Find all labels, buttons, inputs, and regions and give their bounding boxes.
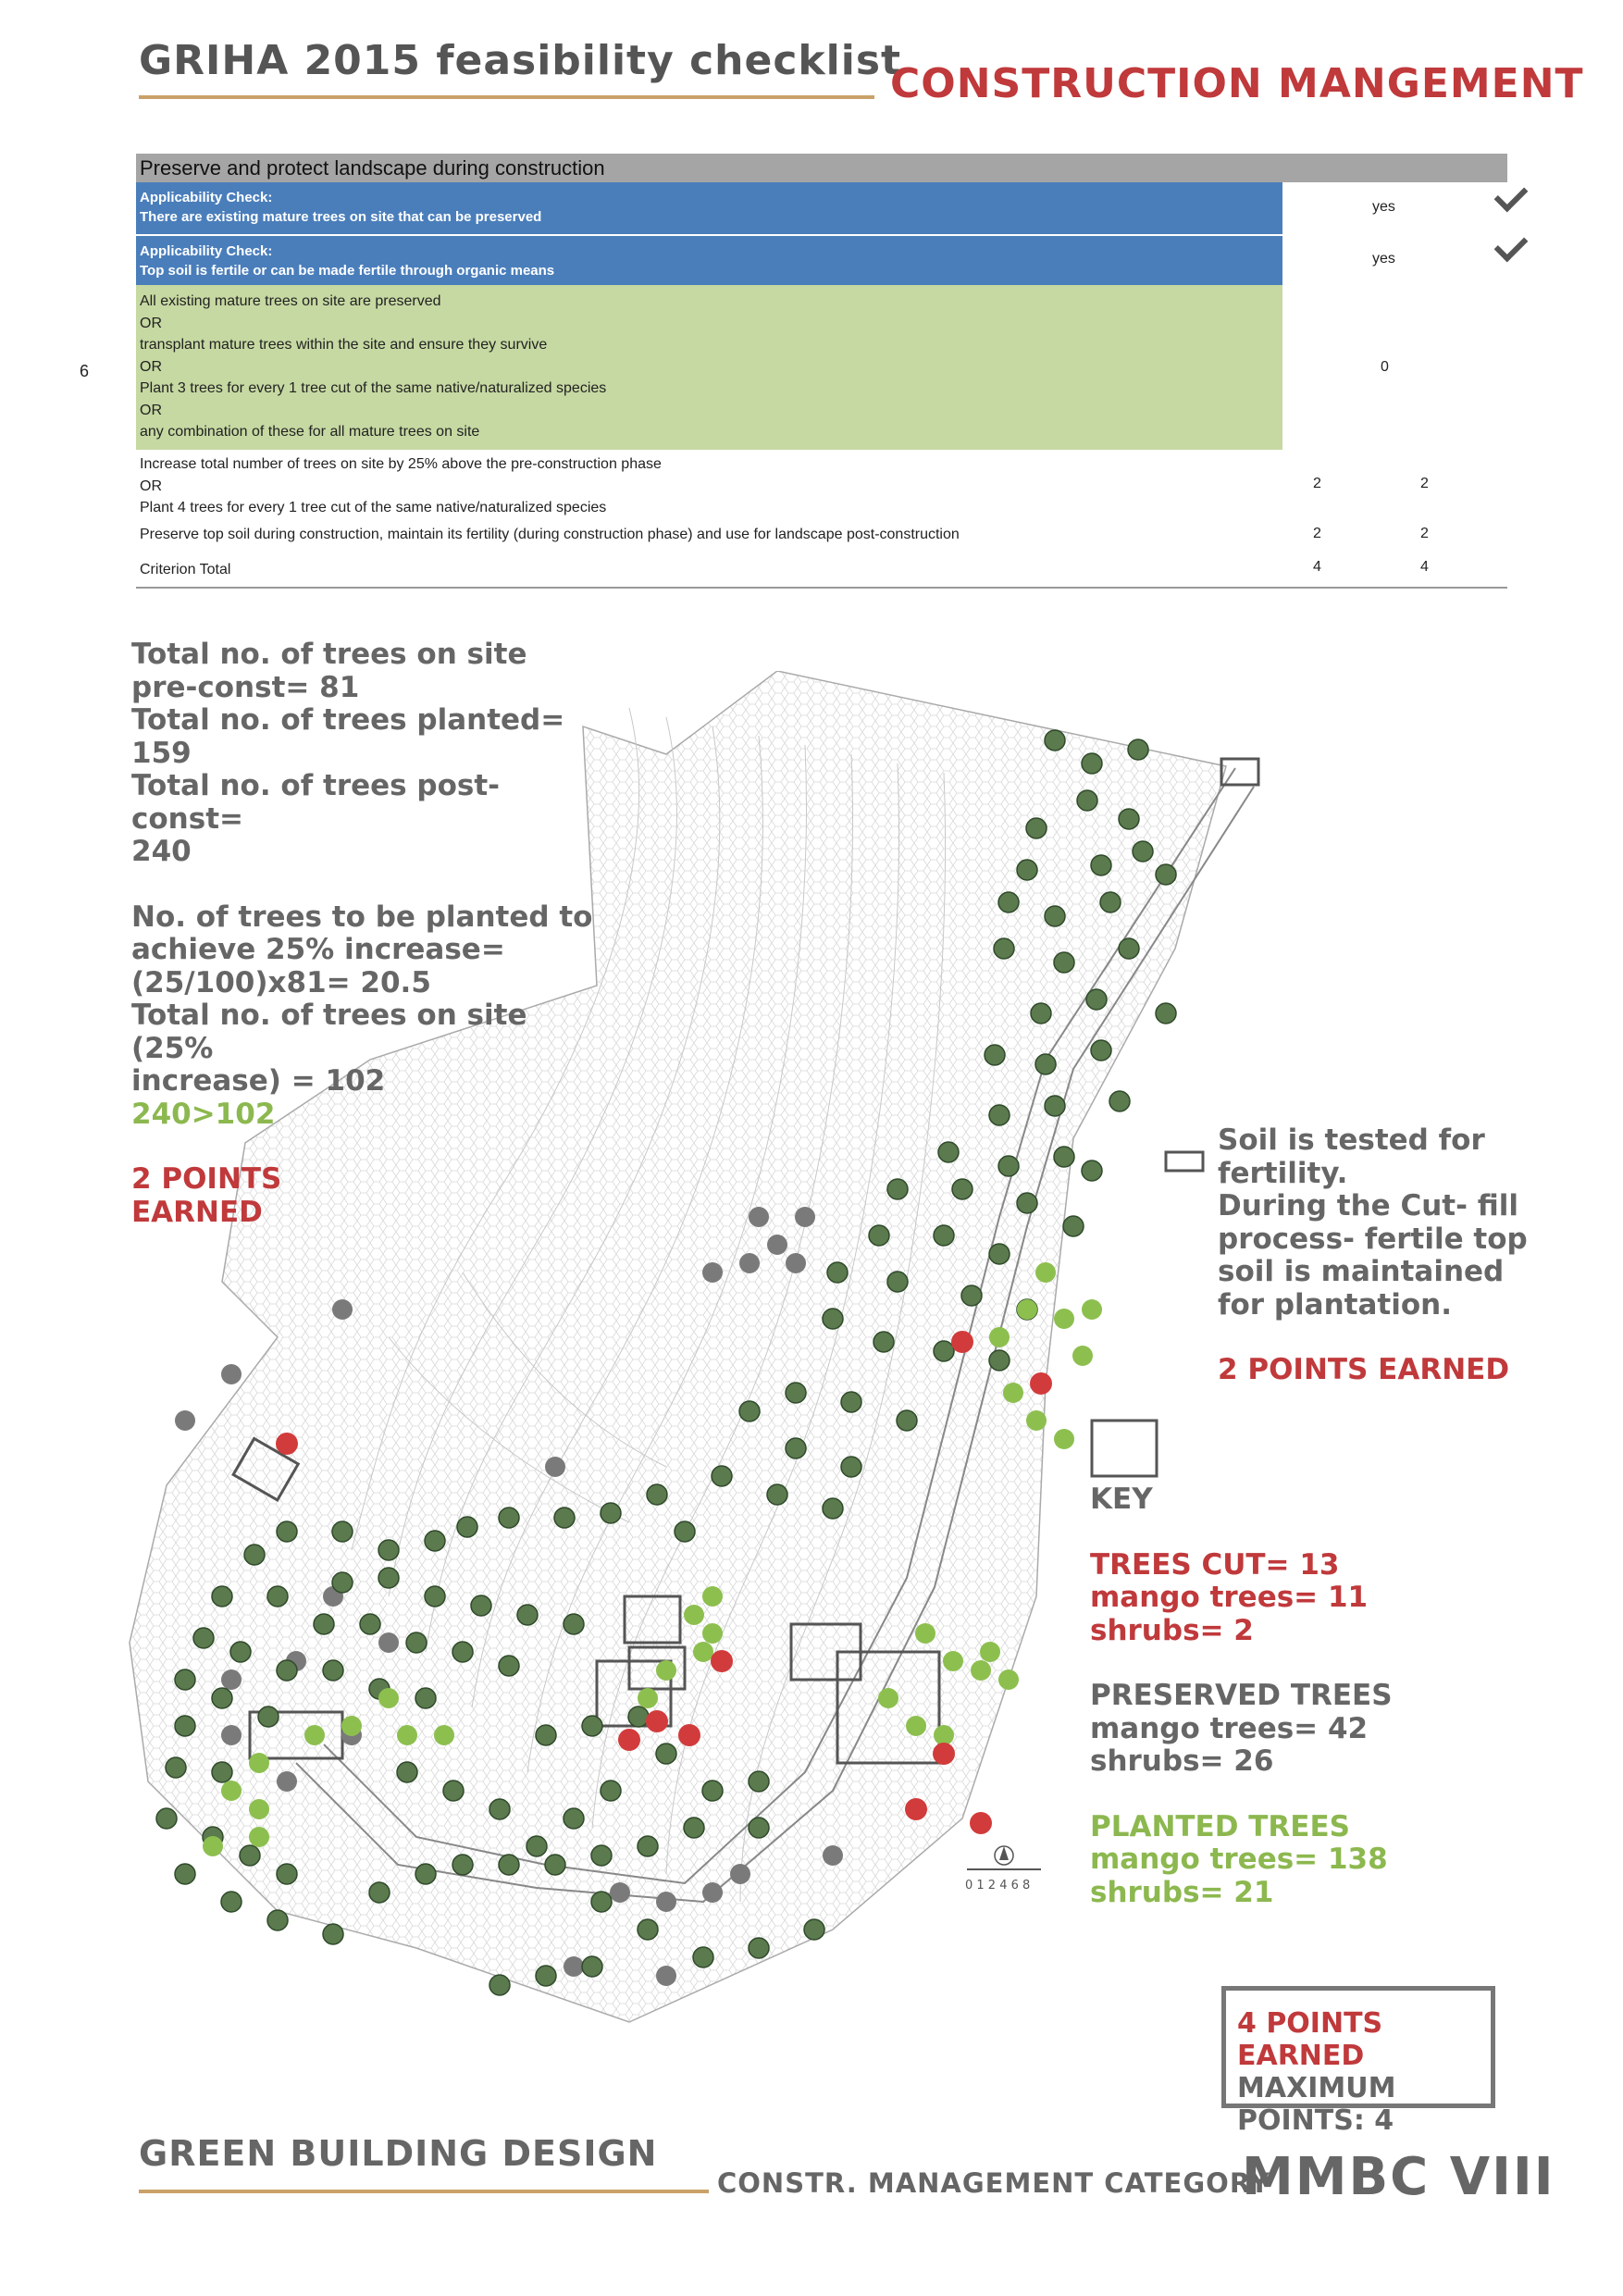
criterion-line: Preserve top soil during construction, maintain its fertility (during construction phase) and use for landscape post-construction <box>140 527 960 542</box>
criterion-line: All existing mature trees on site are preserved <box>140 293 441 309</box>
criterion-line: OR <box>140 358 162 375</box>
legend-key <box>1090 1483 1497 1909</box>
criterion-total-label: Criterion Total <box>140 562 231 577</box>
checkmark-icon <box>1494 179 1529 213</box>
checklist-heading: Preserve and protect landscape during construction <box>136 154 1507 182</box>
applicability-label: Applicability Check: <box>140 190 273 205</box>
footer-underline <box>139 2190 709 2193</box>
target-calculation: No. of trees to be planted to achieve 25% increase= (25/100)x81= 20.5 Total no. of trees on site (25% increase) = 102 <box>131 900 593 1098</box>
criterion-line: Plant 4 trees for every 1 tree cut of the same native/naturalized species <box>140 500 607 515</box>
key-preserved-mango: mango trees= 42 <box>1090 1711 1369 1745</box>
scale-bar-label: 0 1 2 4 6 8 <box>965 1879 1031 1893</box>
criterion-row <box>136 285 1507 450</box>
criterion-row <box>136 450 1507 520</box>
criterion-line: Plant 3 trees for every 1 tree cut of the same native/naturalized species <box>140 380 607 396</box>
checklist-table <box>136 154 1507 589</box>
criterion-max-points: 2 <box>1313 526 1321 541</box>
title-underline <box>139 95 874 99</box>
criterion-line: transplant mature trees within the site and ensure they survive <box>140 337 548 353</box>
criterion-earned-points: 2 <box>1420 476 1429 491</box>
tree-counts: Total no. of trees on site pre-const= 81 Total no. of trees planted= 159 Total no. of trees post- const= 240 <box>131 638 565 868</box>
applicability-answer: yes <box>1372 199 1395 215</box>
total-earned-points: 4 <box>1420 559 1429 575</box>
applicability-text: There are existing mature trees on site that can be preserved <box>140 209 542 225</box>
applicability-row <box>136 182 1507 234</box>
total-max-points: 4 <box>1313 559 1321 575</box>
criterion-number: 6 <box>80 362 90 380</box>
key-trees-cut: TREES CUT= 13 <box>1090 1547 1340 1582</box>
comparison-result: 240>102 <box>131 1097 276 1131</box>
footer-category: CONSTR. MANAGEMENT CATEGORY <box>717 2167 1270 2199</box>
total-points-earned: 4 POINTS EARNED <box>1237 2007 1383 2072</box>
maximum-points-label: MAXIMUM <box>1237 2072 1396 2104</box>
soil-notes <box>1218 1124 1606 1387</box>
criterion-line: OR <box>140 315 162 331</box>
criterion-earned-points: 2 <box>1420 526 1429 541</box>
applicability-text: Top soil is fertile or can be made fertile through organic means <box>140 263 555 279</box>
document-title: GRIHA 2015 feasibility checklist <box>139 37 902 84</box>
applicability-answer: yes <box>1372 251 1395 267</box>
criterion-max-points: 2 <box>1313 476 1321 491</box>
applicability-row <box>136 236 1507 285</box>
key-planted-trees: PLANTED TREES <box>1090 1809 1350 1843</box>
key-planted-shrubs: shrubs= 21 <box>1090 1875 1274 1909</box>
section-title: CONSTRUCTION MANGEMENT <box>890 60 1584 107</box>
points-earned-trees: 2 POINTS EARNED <box>131 1162 282 1229</box>
criterion-row <box>136 520 1507 555</box>
key-cut-shrubs: shrubs= 2 <box>1090 1613 1254 1647</box>
criterion-total-row <box>136 555 1507 589</box>
tree-count-notes <box>131 639 613 1229</box>
criterion-value: 0 <box>1381 359 1389 375</box>
applicability-label: Applicability Check: <box>140 243 273 259</box>
criterion-line: Increase total number of trees on site by 25% above the pre-construction phase <box>140 456 662 472</box>
footer-course-title: GREEN BUILDING DESIGN <box>139 2133 658 2174</box>
criterion-line: OR <box>140 402 162 418</box>
criterion-line: OR <box>140 478 162 494</box>
north-arrow-icon <box>995 1846 1013 1865</box>
key-planted-mango: mango trees= 138 <box>1090 1843 1388 1876</box>
key-cut-mango: mango trees= 11 <box>1090 1581 1369 1614</box>
total-points-box <box>1221 1986 1495 2137</box>
soil-description: Soil is tested for fertility. During the Cut- fill process- fertile top soil is maintained for plantation. <box>1218 1123 1528 1322</box>
points-earned-soil: 2 POINTS EARNED <box>1218 1353 1510 1386</box>
maximum-points-value: POINTS: 4 <box>1237 2104 1394 2137</box>
key-title: KEY <box>1090 1483 1153 1516</box>
key-preserved-shrubs: shrubs= 26 <box>1090 1744 1274 1778</box>
criterion-line: any combination of these for all mature trees on site <box>140 424 480 440</box>
footer-code: MMBC VIII <box>1242 2147 1555 2207</box>
key-preserved-trees: PRESERVED TREES <box>1090 1679 1393 1712</box>
